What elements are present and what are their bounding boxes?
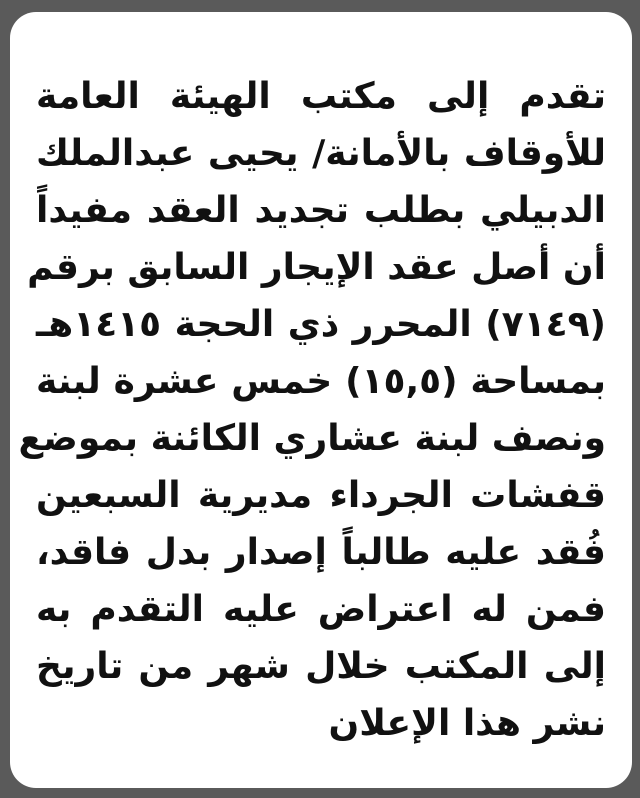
notice-line: فمن له اعتراض عليه التقدم به [36, 589, 606, 630]
notice-line: للأوقاف بالأمانة/ يحيى عبدالملك [36, 133, 606, 174]
notice-line: فُقد عليه طالباً إصدار بدل فاقد، [36, 532, 606, 573]
notice-line: نشر هذا الإعلان [328, 703, 606, 744]
notice-line: أن أصل عقد الإيجار السابق برقم [27, 247, 606, 288]
notice-line: بمساحة (١٥,٥) خمس عشرة لبنة [36, 361, 606, 402]
notice-line: (٧١٤٩) المحرر ذي الحجة ١٤١٥هـ [36, 304, 606, 345]
notice-line: الدبيلي بطلب تجديد العقد مفيداً [36, 190, 606, 231]
notice-card [10, 12, 632, 788]
notice-line: ونصف لبنة عشاري الكائنة بموضع [18, 418, 606, 459]
notice-line: قفشات الجرداء مديرية السبعين [36, 475, 606, 516]
notice-line: تقدم إلى مكتب الهيئة العامة [36, 76, 606, 117]
notice-body [18, 68, 606, 752]
notice-line: إلى المكتب خلال شهر من تاريخ [36, 646, 606, 687]
